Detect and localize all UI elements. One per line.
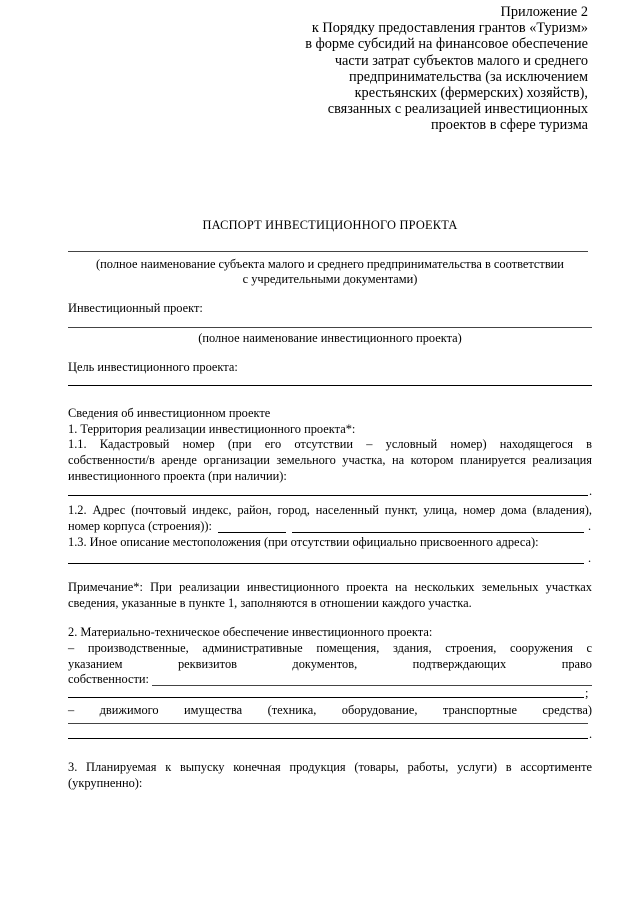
movable-property-field-1[interactable] <box>68 723 588 724</box>
section-2-line5: – движимого имущества (техника, оборудование, транспортные средства) <box>68 703 592 717</box>
project-name-field[interactable] <box>68 327 592 328</box>
section-1-1-line1: 1.1. Кадастровый номер (при его отсутствии – условный номер) находящегося в <box>68 437 592 451</box>
field-end-semicolon: ; <box>585 686 589 700</box>
section-1-3-text: 1.3. Иное описание местоположения (при отсутствии официально присвоенного адреса): <box>68 535 539 549</box>
location-description-field[interactable] <box>68 563 584 564</box>
subject-caption-line1: (полное наименование субъекта малого и среднего предпринимательства в соответствии <box>96 257 564 271</box>
section-2-heading: 2. Материально-техническое обеспечение инвестиционного проекта: <box>68 625 433 639</box>
annex-line: проектов в сфере туризма <box>430 117 588 134</box>
annex-line: части затрат субъектов малого и среднего <box>334 52 588 69</box>
annex-line: связанных с реализацией инвестиционных <box>327 101 588 118</box>
property-field-1[interactable] <box>152 685 592 686</box>
section-3-line1: 3. Планируемая к выпуску конечная продукция (товары, работы, услуги) в ассортименте <box>68 760 592 774</box>
note-line2: сведения, указанные в пункте 1, заполняются в отношении каждого участка. <box>68 596 472 610</box>
project-caption: (полное наименование инвестиционного проекта) <box>198 331 462 345</box>
movable-property-field-2[interactable] <box>68 738 588 739</box>
annex-line: крестьянских (фермерских) хозяйств), <box>354 85 588 102</box>
note-line1: Примечание*: При реализации инвестиционного проекта на нескольких земельных участках <box>68 580 592 594</box>
address-field-part2[interactable] <box>292 532 584 533</box>
address-field-part1[interactable] <box>218 532 286 533</box>
section-1-heading: 1. Территория реализации инвестиционного проекта*: <box>68 422 356 436</box>
annex-line: в форме субсидий на финансовое обеспечение <box>305 36 588 53</box>
annex-line: Приложение 2 <box>500 4 588 20</box>
field-end-dot: . <box>589 484 593 498</box>
section-2-line2: указанием реквизитов документов, подтверждающих право <box>68 657 592 671</box>
goal-label: Цель инвестиционного проекта: <box>68 360 238 374</box>
section-1-1-line2: собственности/в аренде организации земельного участка, на котором планируется реализация <box>68 453 592 467</box>
section-1-1-line3: инвестиционного проекта (при наличии): <box>68 469 287 483</box>
subject-name-field[interactable] <box>68 251 588 252</box>
project-label: Инвестиционный проект: <box>68 301 203 315</box>
property-field-2[interactable] <box>68 697 584 698</box>
goal-field[interactable] <box>68 385 592 386</box>
field-end-dot: . <box>588 519 592 533</box>
annex-header <box>258 4 588 134</box>
field-end-dot: . <box>588 551 592 565</box>
annex-line: к Порядку предоставления грантов «Туризм» <box>311 20 588 37</box>
info-heading: Сведения об инвестиционном проекте <box>68 406 271 420</box>
section-1-2-line1: 1.2. Адрес (почтовый индекс, район, город, населенный пункт, улица, номер дома (владения), <box>68 503 592 517</box>
cadastral-number-field[interactable] <box>68 495 588 496</box>
subject-caption-line2: с учредительными документами) <box>242 272 418 286</box>
annex-line: предпринимательства (за исключением <box>348 68 588 85</box>
section-2-line3: собственности: <box>68 672 149 686</box>
document-title: ПАСПОРТ ИНВЕСТИЦИОННОГО ПРОЕКТА <box>202 218 458 232</box>
section-1-2-line2: номер корпуса (строения)): <box>68 519 212 533</box>
section-3-line2: (укрупненно): <box>68 776 143 790</box>
section-2-line1: – производственные, административные помещения, здания, строения, сооружения с <box>68 641 592 655</box>
field-end-dot: . <box>589 727 593 741</box>
